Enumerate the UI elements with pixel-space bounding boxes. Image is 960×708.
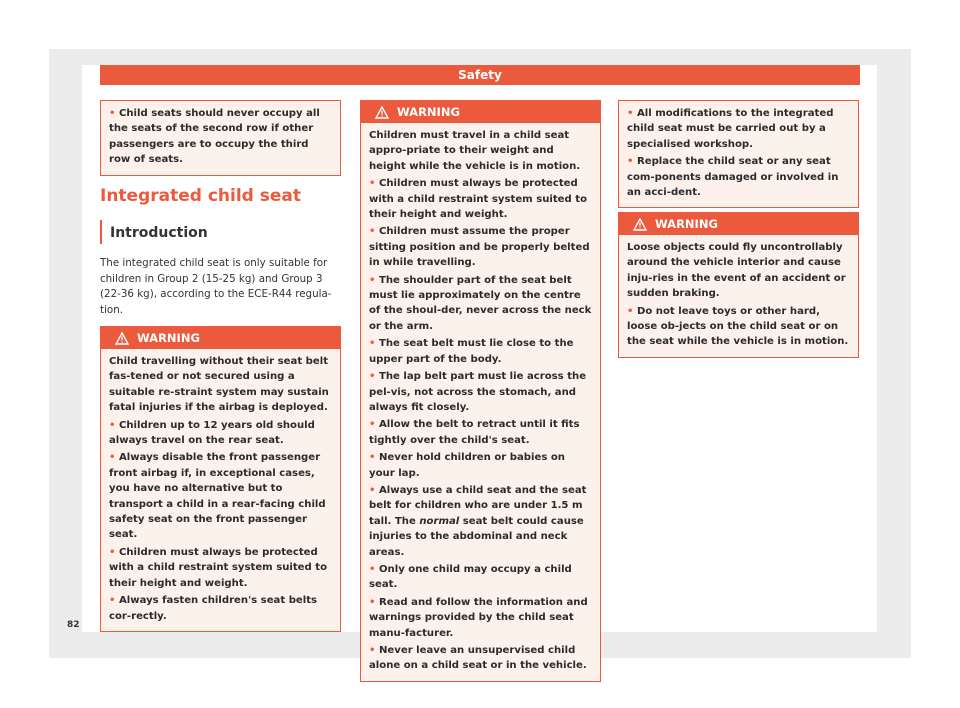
list-item: • The shoulder part of the seat belt must lie approximately on the centre of the shoul-der, never across the neck or the arm. xyxy=(369,274,592,332)
bullet-icon: • xyxy=(369,419,379,431)
bullet-icon: • xyxy=(369,596,379,608)
bullet-icon: • xyxy=(627,108,637,119)
bullet-icon: • xyxy=(369,645,379,656)
bullet-icon: • xyxy=(369,484,379,496)
warning-lead: Children must travel in a child seat appro-priate to their weight and height while the vehicle is in motion. xyxy=(369,130,581,172)
bullet-icon: • xyxy=(627,305,637,317)
bullet-icon: • xyxy=(109,108,119,119)
warning-box-1 xyxy=(100,326,341,632)
bullet-icon: • xyxy=(109,595,119,607)
list-item: • Children must always be protected with a child restraint system suited to their height and weight. xyxy=(109,546,328,589)
note-box xyxy=(100,100,341,176)
bullet-icon: • xyxy=(109,419,119,431)
list-item: • The lap belt part must lie across the pel-vis, not across the stomach, and always fit closely. xyxy=(369,371,587,413)
list-item: • All modifications to the integrated child seat must be carried out by a specialised workshop. xyxy=(627,108,834,150)
bullet-icon: • xyxy=(369,371,379,383)
list-item: • Children must assume the proper sitting position and be properly belted in while travelling. xyxy=(369,226,590,269)
list-item: • Children must always be protected with a child restraint system suited to their height and weight. xyxy=(369,178,588,221)
subheading: Introduction xyxy=(100,220,208,244)
warning-header xyxy=(361,101,600,123)
warning-label: WARNING xyxy=(397,105,460,119)
bullet-icon: • xyxy=(109,452,119,464)
warning-triangle-icon xyxy=(115,332,129,345)
list-item: • The seat belt must lie close to the upper part of the body. xyxy=(369,338,574,365)
warning-box-2 xyxy=(360,100,601,682)
list-item: • Read and follow the information and warnings provided by the child seat manu-facturer. xyxy=(369,596,588,639)
page-number: 82 xyxy=(67,620,80,630)
warning-box-3 xyxy=(618,212,859,358)
warning-triangle-icon xyxy=(633,218,647,231)
section-header: Safety xyxy=(100,65,860,85)
warning-header xyxy=(101,327,340,349)
bullet-icon: • xyxy=(369,563,379,575)
bullet-icon: • xyxy=(369,274,379,286)
bullet-icon: • xyxy=(369,226,379,238)
list-item: • Replace the child seat or any seat com-ponents damaged or involved in an acci-dent. xyxy=(627,156,839,199)
warning-label: WARNING xyxy=(137,331,200,345)
bullet-icon: • xyxy=(369,338,379,350)
list-item: • Never leave an unsupervised child alone on a child seat or in the vehicle. xyxy=(369,645,587,672)
bullet-icon: • xyxy=(109,546,119,558)
bullet-icon: • xyxy=(627,156,637,168)
warning-lead: Child travelling without their seat belt fas-tened or not secured using a suitable re-straint system may sustain fatal injuries if the airbag is deployed. xyxy=(109,356,329,414)
warning-lead: Loose objects could fly uncontrollably around the vehicle interior and cause inju-ries in the event of an accident or sudden braking. xyxy=(627,242,846,300)
list-item: • Always disable the front passenger front airbag if, in exceptional cases, you have no alternative but to transport a child in a rear-facing child safety seat on the front passenger seat. xyxy=(109,452,326,541)
list-item: • Always fasten children's seat belts cor-rectly. xyxy=(109,595,318,622)
warning-label: WARNING xyxy=(655,217,718,231)
warning-triangle-icon xyxy=(375,106,389,119)
list-item: • Never hold children or babies on your lap. xyxy=(369,452,565,479)
section-title: Integrated child seat xyxy=(100,186,302,206)
bullet-icon: • xyxy=(369,178,379,190)
list-item: • Always use a child seat and the seat belt for children who are under 1.5 m tall. The normal seat belt could cause injuries to the abdominal and neck areas. xyxy=(369,484,587,558)
list-item: • Allow the belt to retract until it fits tightly over the child's seat. xyxy=(369,419,580,446)
list-item: • Do not leave toys or other hard, loose ob-jects on the child seat or on the seat while the vehicle is in motion. xyxy=(627,305,849,348)
emphasis-text: normal xyxy=(419,515,460,527)
note-box-2 xyxy=(618,100,859,208)
list-item: • Only one child may occupy a child seat. xyxy=(369,563,572,591)
note-item: • Child seats should never occupy all the seats of the second row if other passengers are to occupy the third row of seats. xyxy=(109,108,320,166)
warning-header xyxy=(619,213,858,235)
bullet-icon: • xyxy=(369,452,379,464)
intro-paragraph: The integrated child seat is only suitable for children in Group 2 (15-25 kg) and Group 3 (22-36 kg), according to the ECE-R44 regula-tion. xyxy=(100,257,332,316)
list-item: • Children up to 12 years old should always travel on the rear seat. xyxy=(109,419,315,447)
